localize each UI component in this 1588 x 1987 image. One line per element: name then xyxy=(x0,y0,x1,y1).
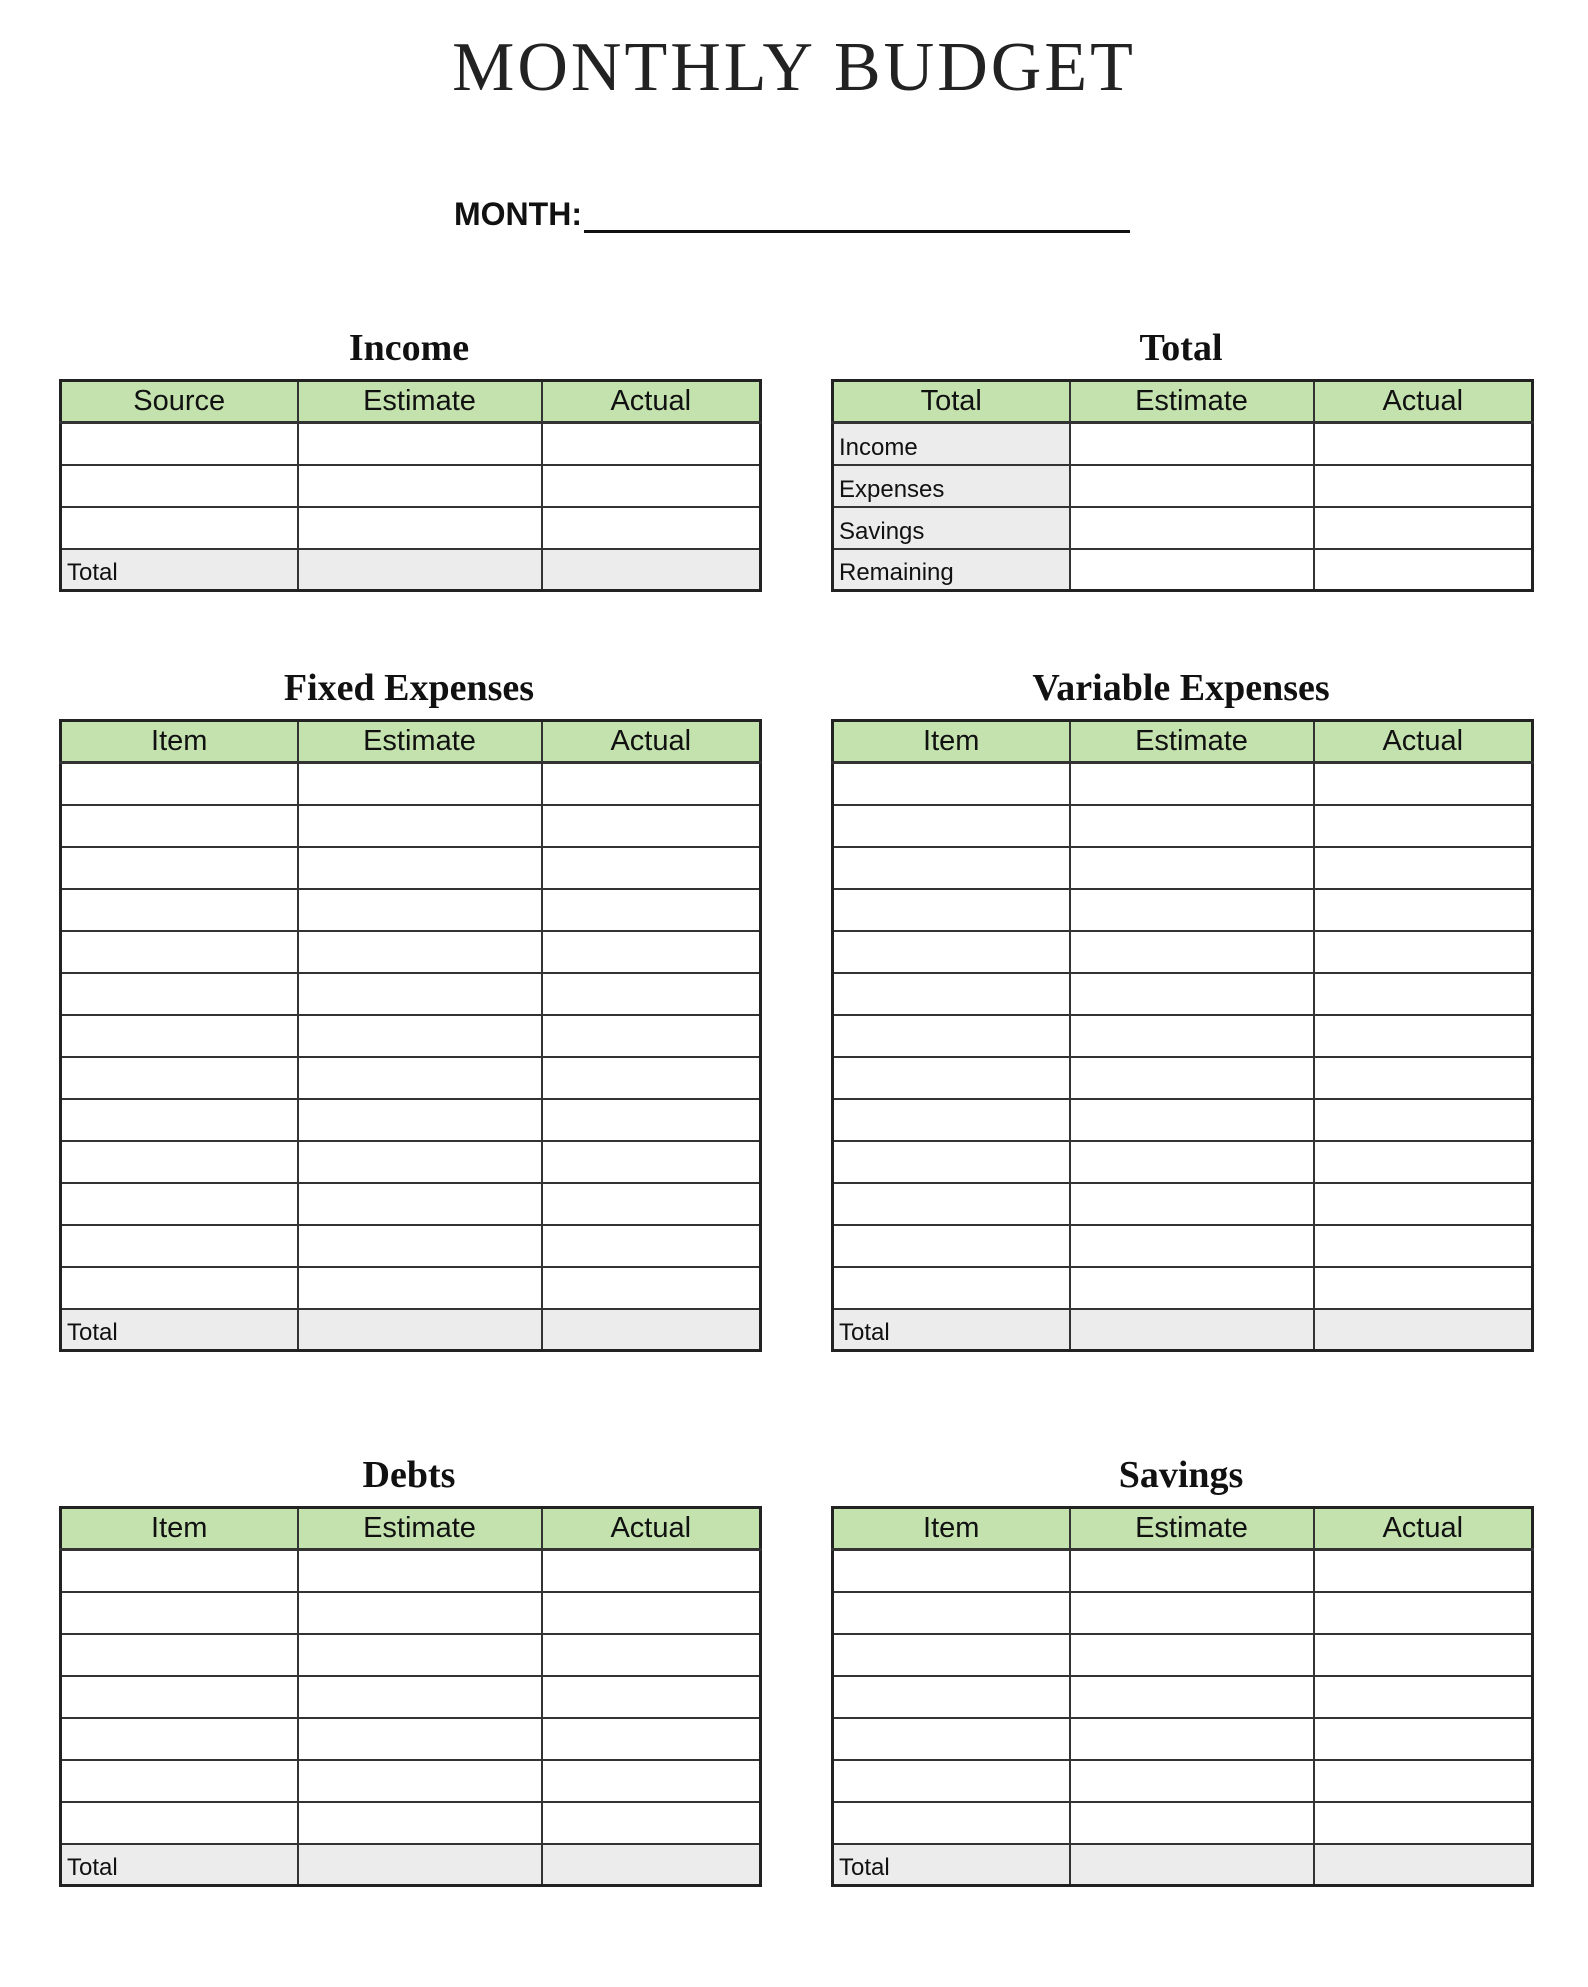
month-label: MONTH: xyxy=(454,196,582,232)
table-row xyxy=(833,1550,1533,1592)
actual-cell[interactable] xyxy=(542,1592,761,1634)
actual-cell[interactable] xyxy=(542,1718,761,1760)
actual-cell[interactable] xyxy=(1314,931,1533,973)
item-cell[interactable] xyxy=(61,1183,298,1225)
actual-cell[interactable] xyxy=(1314,763,1533,805)
estimate-cell[interactable] xyxy=(1070,805,1314,847)
table-row xyxy=(833,1267,1533,1309)
estimate-cell[interactable] xyxy=(1070,465,1314,507)
total-label: Total xyxy=(61,1844,298,1886)
column-header: Estimate xyxy=(298,721,542,763)
total-row xyxy=(61,549,761,591)
actual-cell[interactable] xyxy=(1314,1802,1533,1844)
actual-cell[interactable] xyxy=(542,507,761,549)
actual-cell[interactable] xyxy=(542,889,761,931)
table-row xyxy=(61,1141,761,1183)
table-row xyxy=(61,1267,761,1309)
item-cell[interactable] xyxy=(833,1718,1070,1760)
estimate-cell[interactable] xyxy=(1070,1592,1314,1634)
header-row xyxy=(61,721,761,763)
item-cell[interactable] xyxy=(833,1015,1070,1057)
estimate-cell[interactable] xyxy=(1070,1183,1314,1225)
estimate-cell[interactable] xyxy=(1070,1225,1314,1267)
actual-cell[interactable] xyxy=(542,1676,761,1718)
table-row xyxy=(833,805,1533,847)
item-cell[interactable] xyxy=(61,931,298,973)
estimate-cell[interactable] xyxy=(298,1550,542,1592)
estimate-cell[interactable] xyxy=(1070,1550,1314,1592)
actual-cell[interactable] xyxy=(542,1015,761,1057)
table-row xyxy=(833,1760,1533,1802)
actual-cell[interactable] xyxy=(542,847,761,889)
item-cell[interactable] xyxy=(61,973,298,1015)
table-row xyxy=(833,465,1533,507)
estimate-cell[interactable] xyxy=(1070,973,1314,1015)
item-cell[interactable] xyxy=(61,1550,298,1592)
estimate-cell[interactable] xyxy=(298,507,542,549)
item-cell[interactable] xyxy=(61,423,298,465)
estimate-cell[interactable] xyxy=(298,763,542,805)
estimate-cell[interactable] xyxy=(1070,931,1314,973)
actual-cell[interactable] xyxy=(542,1225,761,1267)
item-cell[interactable] xyxy=(833,1225,1070,1267)
total-label: Total xyxy=(833,1844,1070,1886)
estimate-cell[interactable] xyxy=(1070,847,1314,889)
fixed-expenses-table xyxy=(59,719,762,1352)
estimate-cell[interactable] xyxy=(1070,1760,1314,1802)
item-cell[interactable] xyxy=(61,507,298,549)
item-cell[interactable] xyxy=(833,763,1070,805)
estimate-cell[interactable] xyxy=(298,1225,542,1267)
actual-cell[interactable] xyxy=(1314,1718,1533,1760)
table-row xyxy=(61,1592,761,1634)
actual-cell[interactable] xyxy=(542,1760,761,1802)
estimate-total-cell[interactable] xyxy=(298,1844,542,1886)
estimate-total-cell[interactable] xyxy=(298,549,542,591)
total-row xyxy=(833,1309,1533,1351)
item-cell[interactable] xyxy=(61,465,298,507)
estimate-total-cell[interactable] xyxy=(298,1309,542,1351)
header-row xyxy=(833,721,1533,763)
item-cell[interactable] xyxy=(61,1634,298,1676)
table-row xyxy=(61,465,761,507)
actual-cell[interactable] xyxy=(1314,507,1533,549)
table-row xyxy=(833,1057,1533,1099)
table-row xyxy=(61,931,761,973)
table-row xyxy=(61,973,761,1015)
estimate-total-cell[interactable] xyxy=(1070,1309,1314,1351)
section-title: Debts xyxy=(362,1454,456,1496)
section-title: Income xyxy=(348,327,470,369)
estimate-cell[interactable] xyxy=(1070,889,1314,931)
column-header: Item xyxy=(61,1508,298,1550)
item-cell[interactable] xyxy=(833,1141,1070,1183)
actual-total-cell[interactable] xyxy=(542,1309,761,1351)
item-cell[interactable] xyxy=(61,1802,298,1844)
column-header: Estimate xyxy=(298,1508,542,1550)
total-label: Total xyxy=(61,549,298,591)
actual-cell[interactable] xyxy=(542,465,761,507)
table-row xyxy=(61,847,761,889)
estimate-cell[interactable] xyxy=(298,1634,542,1676)
header-row xyxy=(833,1508,1533,1550)
row-label: Expenses xyxy=(833,465,1070,507)
table-row xyxy=(833,1592,1533,1634)
estimate-cell[interactable] xyxy=(298,1760,542,1802)
actual-total-cell[interactable] xyxy=(542,549,761,591)
item-cell[interactable] xyxy=(61,1267,298,1309)
item-cell[interactable] xyxy=(61,1141,298,1183)
section-title: Variable Expenses xyxy=(1032,667,1330,709)
table-row xyxy=(833,1634,1533,1676)
estimate-cell[interactable] xyxy=(298,889,542,931)
estimate-cell[interactable] xyxy=(298,1267,542,1309)
table-row xyxy=(833,1141,1533,1183)
estimate-cell[interactable] xyxy=(1070,1634,1314,1676)
table-row xyxy=(833,931,1533,973)
table-row xyxy=(833,1099,1533,1141)
estimate-cell[interactable] xyxy=(1070,1718,1314,1760)
table-row xyxy=(61,1015,761,1057)
table-row xyxy=(61,423,761,465)
actual-cell[interactable] xyxy=(1314,1550,1533,1592)
total-label: Total xyxy=(61,1309,298,1351)
estimate-cell[interactable] xyxy=(298,1718,542,1760)
actual-cell[interactable] xyxy=(1314,1634,1533,1676)
table-row xyxy=(61,1550,761,1592)
section-title: Total xyxy=(1139,327,1223,369)
estimate-cell[interactable] xyxy=(298,805,542,847)
row-label: Income xyxy=(833,423,1070,465)
actual-cell[interactable] xyxy=(542,931,761,973)
table-row xyxy=(833,1225,1533,1267)
estimate-cell[interactable] xyxy=(298,1099,542,1141)
item-cell[interactable] xyxy=(833,1550,1070,1592)
column-header: Estimate xyxy=(1070,1508,1314,1550)
actual-cell[interactable] xyxy=(1314,1183,1533,1225)
table-row xyxy=(61,1225,761,1267)
table-row xyxy=(61,1760,761,1802)
table-row xyxy=(61,507,761,549)
column-header: Source xyxy=(61,381,298,423)
actual-cell[interactable] xyxy=(542,1099,761,1141)
item-cell[interactable] xyxy=(61,1718,298,1760)
variable-expenses-table xyxy=(831,719,1534,1352)
table-row xyxy=(61,1802,761,1844)
table-row xyxy=(833,1718,1533,1760)
column-header: Total xyxy=(833,381,1070,423)
item-cell[interactable] xyxy=(61,1592,298,1634)
actual-cell[interactable] xyxy=(542,1183,761,1225)
estimate-cell[interactable] xyxy=(1070,423,1314,465)
table-row xyxy=(61,805,761,847)
estimate-cell[interactable] xyxy=(298,1057,542,1099)
actual-cell[interactable] xyxy=(1314,465,1533,507)
column-header: Actual xyxy=(1314,381,1533,423)
table-row xyxy=(833,1802,1533,1844)
item-cell[interactable] xyxy=(833,1634,1070,1676)
item-cell[interactable] xyxy=(833,847,1070,889)
table-row xyxy=(61,1183,761,1225)
section-title: Savings xyxy=(1118,1454,1244,1496)
estimate-cell[interactable] xyxy=(1070,1057,1314,1099)
column-header: Item xyxy=(833,1508,1070,1550)
section-title: Fixed Expenses xyxy=(283,667,535,709)
column-header: Estimate xyxy=(298,381,542,423)
table-row xyxy=(61,1057,761,1099)
row-label: Remaining xyxy=(833,549,1070,591)
savings-table xyxy=(831,1506,1534,1887)
estimate-cell[interactable] xyxy=(298,1141,542,1183)
page-title: MONTHLY BUDGET xyxy=(452,29,1136,106)
item-cell[interactable] xyxy=(833,1676,1070,1718)
item-cell[interactable] xyxy=(61,847,298,889)
header-row xyxy=(833,381,1533,423)
actual-cell[interactable] xyxy=(542,1802,761,1844)
item-cell[interactable] xyxy=(833,805,1070,847)
estimate-cell[interactable] xyxy=(1070,1141,1314,1183)
total-table xyxy=(831,379,1534,592)
estimate-cell[interactable] xyxy=(298,973,542,1015)
column-header: Actual xyxy=(542,721,761,763)
item-cell[interactable] xyxy=(61,889,298,931)
column-header: Actual xyxy=(542,1508,761,1550)
item-cell[interactable] xyxy=(833,931,1070,973)
actual-cell[interactable] xyxy=(542,805,761,847)
item-cell[interactable] xyxy=(833,973,1070,1015)
actual-cell[interactable] xyxy=(1314,549,1533,591)
table-row xyxy=(61,1099,761,1141)
actual-total-cell[interactable] xyxy=(1314,1309,1533,1351)
actual-cell[interactable] xyxy=(542,1267,761,1309)
actual-cell[interactable] xyxy=(1314,1267,1533,1309)
table-row xyxy=(833,1676,1533,1718)
item-cell[interactable] xyxy=(833,1099,1070,1141)
estimate-cell[interactable] xyxy=(298,1183,542,1225)
item-cell[interactable] xyxy=(833,889,1070,931)
column-header: Estimate xyxy=(1070,721,1314,763)
estimate-cell[interactable] xyxy=(1070,763,1314,805)
table-row xyxy=(833,1183,1533,1225)
debts-table xyxy=(59,1506,762,1887)
estimate-cell[interactable] xyxy=(1070,1676,1314,1718)
estimate-cell[interactable] xyxy=(1070,1015,1314,1057)
actual-total-cell[interactable] xyxy=(1314,1844,1533,1886)
column-header: Actual xyxy=(542,381,761,423)
estimate-cell[interactable] xyxy=(1070,1099,1314,1141)
item-cell[interactable] xyxy=(61,805,298,847)
actual-cell[interactable] xyxy=(1314,889,1533,931)
table-row xyxy=(833,889,1533,931)
table-row xyxy=(833,847,1533,889)
actual-cell[interactable] xyxy=(1314,423,1533,465)
total-row xyxy=(61,1309,761,1351)
actual-cell[interactable] xyxy=(542,1141,761,1183)
actual-cell[interactable] xyxy=(1314,1592,1533,1634)
estimate-cell[interactable] xyxy=(298,1592,542,1634)
column-header: Item xyxy=(833,721,1070,763)
estimate-cell[interactable] xyxy=(298,931,542,973)
actual-cell[interactable] xyxy=(542,763,761,805)
item-cell[interactable] xyxy=(833,1760,1070,1802)
actual-cell[interactable] xyxy=(1314,1676,1533,1718)
estimate-total-cell[interactable] xyxy=(1070,1844,1314,1886)
total-row xyxy=(833,1844,1533,1886)
actual-cell[interactable] xyxy=(542,1550,761,1592)
income-table xyxy=(59,379,762,592)
item-cell[interactable] xyxy=(833,1057,1070,1099)
item-cell[interactable] xyxy=(61,1057,298,1099)
actual-cell[interactable] xyxy=(1314,1225,1533,1267)
estimate-cell[interactable] xyxy=(298,1676,542,1718)
table-row xyxy=(61,763,761,805)
month-input-line[interactable] xyxy=(584,196,1130,233)
row-label: Savings xyxy=(833,507,1070,549)
item-cell[interactable] xyxy=(833,1592,1070,1634)
item-cell[interactable] xyxy=(61,1676,298,1718)
item-cell[interactable] xyxy=(833,1802,1070,1844)
estimate-cell[interactable] xyxy=(1070,1802,1314,1844)
column-header: Actual xyxy=(1314,721,1533,763)
header-row xyxy=(61,381,761,423)
table-row xyxy=(833,973,1533,1015)
actual-cell[interactable] xyxy=(1314,805,1533,847)
estimate-cell[interactable] xyxy=(1070,549,1314,591)
actual-cell[interactable] xyxy=(1314,1057,1533,1099)
table-row xyxy=(833,507,1533,549)
actual-cell[interactable] xyxy=(542,1057,761,1099)
item-cell[interactable] xyxy=(833,1267,1070,1309)
estimate-cell[interactable] xyxy=(298,465,542,507)
month-field xyxy=(454,196,1130,233)
table-row xyxy=(61,1718,761,1760)
header-row xyxy=(61,1508,761,1550)
estimate-cell[interactable] xyxy=(298,1802,542,1844)
column-header: Actual xyxy=(1314,1508,1533,1550)
total-label: Total xyxy=(833,1309,1070,1351)
column-header: Item xyxy=(61,721,298,763)
estimate-cell[interactable] xyxy=(298,1015,542,1057)
item-cell[interactable] xyxy=(833,1183,1070,1225)
actual-cell[interactable] xyxy=(1314,973,1533,1015)
actual-cell[interactable] xyxy=(542,423,761,465)
item-cell[interactable] xyxy=(61,1099,298,1141)
estimate-cell[interactable] xyxy=(1070,507,1314,549)
actual-cell[interactable] xyxy=(542,1634,761,1676)
table-row xyxy=(833,1015,1533,1057)
total-row xyxy=(61,1844,761,1886)
table-row xyxy=(833,549,1533,591)
table-row xyxy=(833,423,1533,465)
actual-cell[interactable] xyxy=(542,973,761,1015)
table-row xyxy=(61,1676,761,1718)
actual-cell[interactable] xyxy=(1314,1099,1533,1141)
estimate-cell[interactable] xyxy=(1070,1267,1314,1309)
actual-cell[interactable] xyxy=(1314,1141,1533,1183)
table-row xyxy=(833,763,1533,805)
item-cell[interactable] xyxy=(61,1225,298,1267)
actual-total-cell[interactable] xyxy=(542,1844,761,1886)
table-row xyxy=(61,1634,761,1676)
actual-cell[interactable] xyxy=(1314,1015,1533,1057)
item-cell[interactable] xyxy=(61,763,298,805)
estimate-cell[interactable] xyxy=(298,847,542,889)
actual-cell[interactable] xyxy=(1314,1760,1533,1802)
estimate-cell[interactable] xyxy=(298,423,542,465)
column-header: Estimate xyxy=(1070,381,1314,423)
table-row xyxy=(61,889,761,931)
item-cell[interactable] xyxy=(61,1015,298,1057)
item-cell[interactable] xyxy=(61,1760,298,1802)
actual-cell[interactable] xyxy=(1314,847,1533,889)
